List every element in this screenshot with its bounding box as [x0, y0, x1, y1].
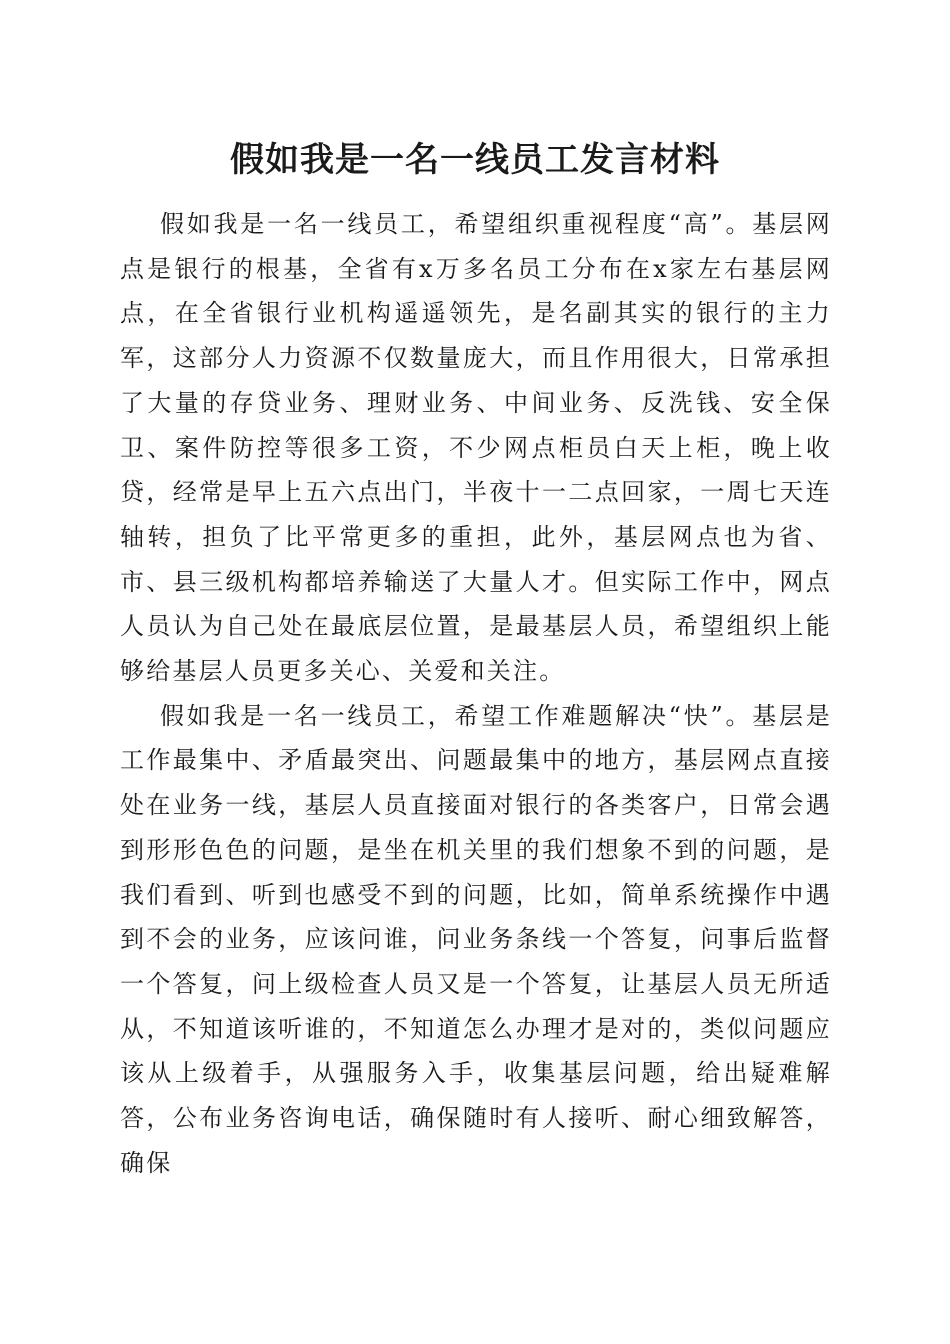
document-title: 假如我是一名一线员工发言材料: [230, 140, 720, 180]
document-body: [120, 202, 832, 1185]
paragraph-1: 假如我是一名一线员工，希望组织重视程度“高”。基层网点是银行的根基，全省有x万多名员工分布在x家左右基层网点，在全省银行业机构遥遥领先，是名副其实的银行的主力军，这部分人力资源不仅数量庞大，而且作用很大，日常承担了大量的存贷业务、理财业务、中间业务、反洗钱、安全保卫、案件防控等很多工资，不少网点柜员白天上柜，晚上收贷，经常是早上五六点出门，半夜十一二点回家，一周七天连轴转，担负了比平常更多的重担，此外，基层网点也为省、市、县三级机构都培养输送了大量人才。但实际工作中，网点人员认为自己处在最底层位置，是最基层人员，希望组织上能够给基层人员更多关心、关爱和关注。: [120, 210, 832, 686]
paragraph-2: 假如我是一名一线员工，希望工作难题解决“快”。基层是工作最集中、矛盾最突出、问题最集中的地方，基层网点直接处在业务一线，基层人员直接面对银行的各类客户，日常会遇到形形色色的问题，是坐在机关里的我们想象不到的问题，是我们看到、听到也感受不到的问题，比如，简单系统操作中遇到不会的业务，应该问谁，问业务条线一个答复，问事后监督一个答复，问上级检查人员又是一个答复，让基层人员无所适从，不知道该听谁的，不知道怎么办理才是对的，类似问题应该从上级着手，从强服务入手，收集基层问题，给出疑难解答，公布业务咨询电话，确保随时有人接听、耐心细致解答，确保: [120, 701, 832, 1177]
